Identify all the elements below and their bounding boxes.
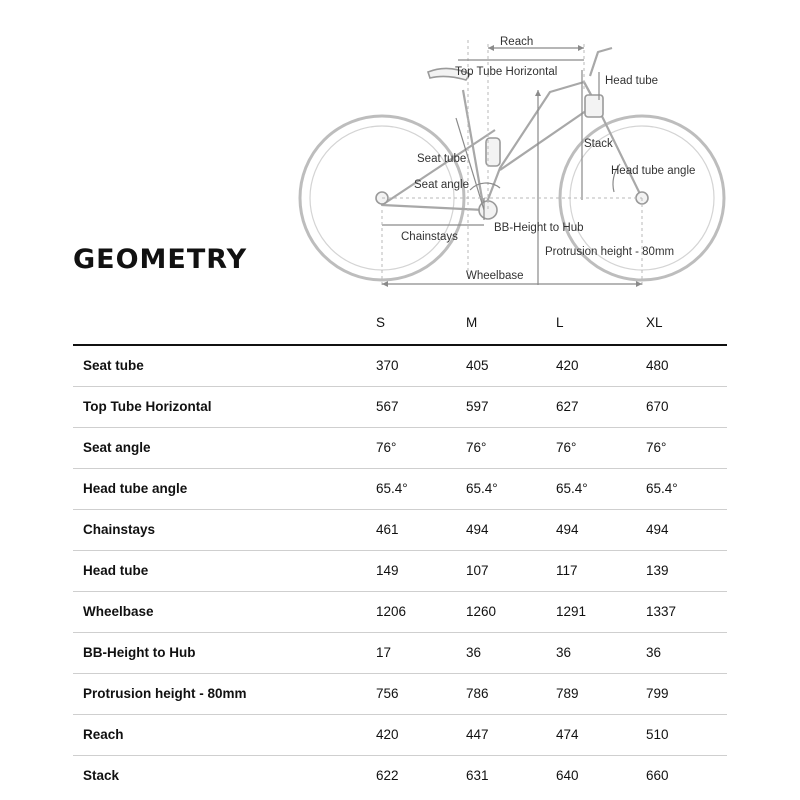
table-row — [73, 428, 727, 469]
table-row — [73, 633, 727, 674]
table-cell: 631 — [466, 768, 489, 783]
size-header-m: M — [466, 315, 478, 330]
table-cell: 627 — [556, 399, 579, 414]
page-title: GEOMETRY — [73, 244, 248, 275]
table-cell: 36 — [466, 645, 482, 660]
table-cell: 494 — [646, 522, 669, 537]
table-cell: 36 — [556, 645, 572, 660]
row-label: Seat angle — [83, 440, 151, 455]
table-cell: 65.4° — [376, 481, 408, 496]
label-head-tube-angle: Head tube angle — [611, 165, 696, 177]
row-label: Stack — [83, 768, 120, 783]
table-cell: 149 — [376, 563, 399, 578]
table-cell: 786 — [466, 686, 489, 701]
label-seat-tube: Seat tube — [417, 153, 467, 165]
label-stack: Stack — [584, 138, 613, 150]
table-cell: 65.4° — [556, 481, 588, 496]
row-label: Top Tube Horizontal — [83, 399, 212, 414]
table-cell: 76° — [646, 440, 667, 455]
table-cell: 660 — [646, 768, 669, 783]
table-cell: 370 — [376, 358, 399, 373]
table-cell: 447 — [466, 727, 489, 742]
table-cell: 474 — [556, 727, 579, 742]
table-row — [73, 715, 727, 756]
table-cell: 36 — [646, 645, 662, 660]
table-row — [73, 674, 727, 715]
row-label: Seat tube — [83, 358, 144, 373]
label-bb-height-to-hub: BB-Height to Hub — [494, 222, 584, 234]
table-cell: 76° — [466, 440, 487, 455]
table-cell: 799 — [646, 686, 669, 701]
row-label: Chainstays — [83, 522, 156, 537]
table-cell: 420 — [376, 727, 399, 742]
fork-crown — [585, 95, 603, 117]
label-reach: Reach — [500, 36, 534, 48]
table-cell: 1206 — [376, 604, 407, 619]
table-row — [73, 469, 727, 510]
table-cell: 640 — [556, 768, 579, 783]
row-label: Head tube angle — [83, 481, 188, 496]
table-cell: 510 — [646, 727, 669, 742]
table-cell: 420 — [556, 358, 579, 373]
label-top-tube-horizontal: Top Tube Horizontal — [455, 66, 558, 78]
table-cell: 405 — [466, 358, 489, 373]
row-label: Protrusion height - 80mm — [83, 686, 247, 701]
table-cell: 567 — [376, 399, 399, 414]
geometry-table — [73, 304, 727, 796]
table-cell: 17 — [376, 645, 392, 660]
table-cell: 494 — [466, 522, 489, 537]
size-header-s: S — [376, 315, 386, 330]
stem-handlebar — [590, 48, 612, 76]
label-chainstays: Chainstays — [401, 231, 458, 243]
size-header-l: L — [556, 315, 564, 330]
table-cell: 461 — [376, 522, 399, 537]
label-seat-angle: Seat angle — [414, 179, 469, 191]
table-cell: 1337 — [646, 604, 677, 619]
table-cell: 107 — [466, 563, 489, 578]
table-cell: 756 — [376, 686, 399, 701]
table-row — [73, 510, 727, 551]
table-cell: 597 — [466, 399, 489, 414]
label-wheelbase: Wheelbase — [466, 270, 524, 282]
table-cell: 65.4° — [466, 481, 498, 496]
table-row — [73, 387, 727, 428]
seat-angle-arc — [470, 183, 500, 190]
table-cell: 139 — [646, 563, 669, 578]
table-cell: 65.4° — [646, 481, 678, 496]
table-row — [73, 346, 727, 387]
row-label: Reach — [83, 727, 124, 742]
table-cell: 789 — [556, 686, 579, 701]
label-protrusion-height: Protrusion height - 80mm — [545, 246, 675, 258]
table-cell: 1260 — [466, 604, 497, 619]
table-cell: 622 — [376, 768, 399, 783]
table-cell: 670 — [646, 399, 669, 414]
table-cell: 76° — [556, 440, 577, 455]
row-label: Wheelbase — [83, 604, 154, 619]
table-body — [73, 346, 727, 796]
table-row — [73, 592, 727, 633]
table-cell: 76° — [376, 440, 397, 455]
table-cell: 480 — [646, 358, 669, 373]
table-header — [73, 304, 727, 346]
table-cell: 1291 — [556, 604, 587, 619]
size-header-xl: XL — [646, 315, 663, 330]
table-row — [73, 551, 727, 592]
row-label: Head tube — [83, 563, 149, 578]
label-head-tube: Head tube — [605, 75, 659, 87]
table-row — [73, 756, 727, 796]
table-cell: 494 — [556, 522, 579, 537]
row-label: BB-Height to Hub — [83, 645, 196, 660]
table-cell: 117 — [556, 563, 578, 578]
